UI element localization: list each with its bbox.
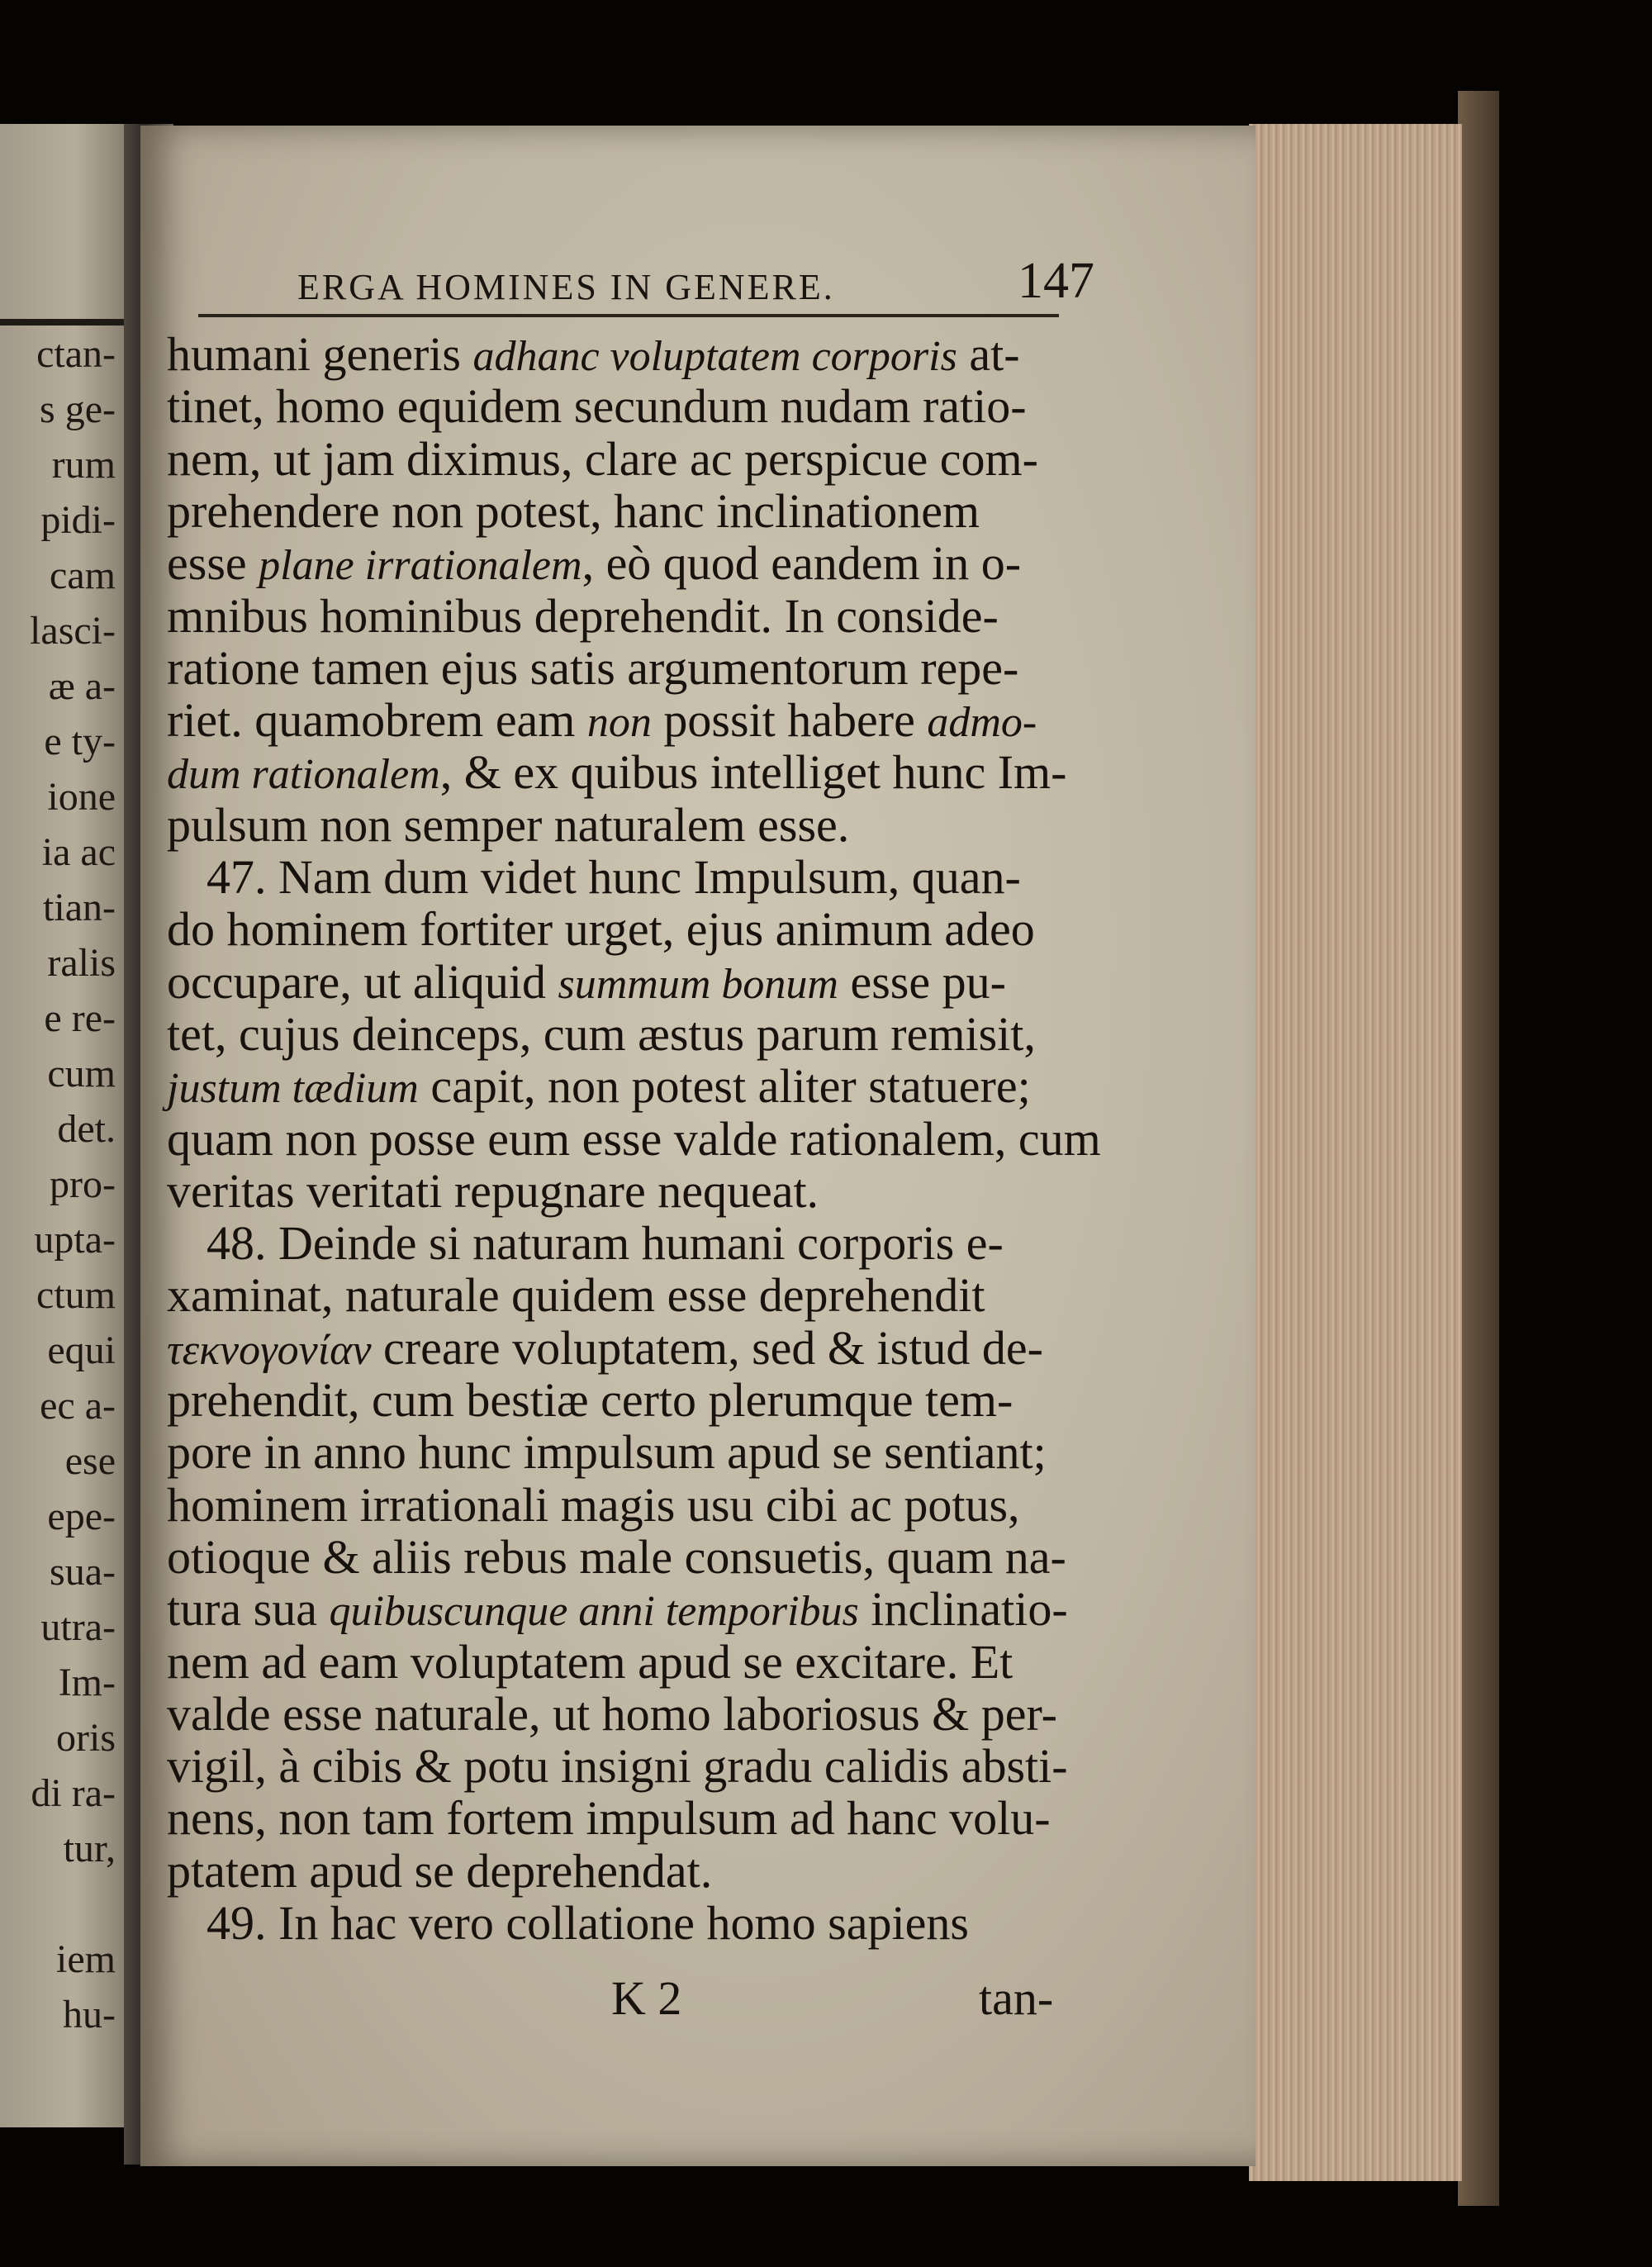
text-line: tinet, homo equidem secundum nudam ratio- <box>167 379 1027 434</box>
text-line: humani generis adhanc voluptatem corporis at- <box>167 327 1020 381</box>
text-line: dum rationalem, & ex quibus intelliget hunc Im- <box>167 745 1067 800</box>
facing-page-fragment: e ty- <box>44 720 116 763</box>
running-title: ERGA HOMINES IN GENERE. <box>297 267 835 307</box>
text-line: veritas veritati repugnare nequeat. <box>167 1163 819 1218</box>
facing-page-fragment: ione <box>47 775 116 819</box>
text-line: tet, cujus deinceps, cum æstus parum remisit, <box>167 1006 1036 1061</box>
text-line: nem ad eam voluptatem apud se excitare. Et <box>167 1634 1014 1689</box>
facing-page-fragment: det. <box>57 1107 116 1151</box>
facing-page-fragment: epe- <box>47 1495 116 1538</box>
text-line: 47. Nam dum videt hunc Impulsum, quan- <box>206 850 1021 904</box>
text-line: pulsum non semper naturalem esse. <box>167 797 850 852</box>
facing-page-fragment: iem <box>56 1937 116 1981</box>
text-line: 48. Deinde si naturam humani corporis e- <box>206 1216 1004 1271</box>
facing-page-fragment: æ a- <box>48 664 116 708</box>
text-line: vigil, à cibis & potu insigni gradu calidis absti- <box>167 1739 1068 1794</box>
text-line: justum tædium capit, non potest aliter statuere; <box>167 1059 1031 1114</box>
facing-page-fragment: tur, <box>63 1827 116 1870</box>
text-line: valde esse naturale, ut homo laboriosus & per- <box>167 1686 1057 1741</box>
text-line: occupare, ut aliquid summum bonum esse pu- <box>167 954 1006 1009</box>
text-line: mnibus hominibus deprehendit. In conside- <box>167 588 999 643</box>
text-line: hominem irrationali magis usu cibi ac potus, <box>167 1477 1020 1532</box>
facing-page-fragment: s ge- <box>40 387 116 431</box>
facing-page-fragment: ec a- <box>40 1384 116 1428</box>
facing-page-fragment: utra- <box>40 1605 116 1649</box>
facing-page-fragment: pidi- <box>40 498 116 542</box>
facing-page-fragment: oris <box>56 1716 116 1760</box>
text-line: τεκνογονίαν creare voluptatem, sed & istud de- <box>167 1320 1043 1375</box>
facing-page-fragment: tian- <box>43 886 116 929</box>
header-rule <box>198 314 1059 317</box>
text-line: pore in anno hunc impulsum apud se sentiant; <box>167 1425 1047 1480</box>
facing-page-fragment: rum <box>51 443 116 487</box>
text-line: tura sua quibuscunque anni temporibus inclinatio- <box>167 1582 1068 1637</box>
text-line: ratione tamen ejus satis argumentorum repe- <box>167 640 1019 695</box>
page-number: 147 <box>1018 253 1094 309</box>
text-line: prehendere non potest, hanc inclinationem <box>167 483 980 538</box>
text-line: nem, ut jam diximus, clare ac perspicue com- <box>167 431 1038 486</box>
facing-page-fragment: Im- <box>58 1661 116 1704</box>
text-line: xaminat, naturale quidem esse deprehendit <box>167 1268 985 1323</box>
facing-page-fragment: cum <box>47 1052 116 1095</box>
facing-page-fragment: ese <box>64 1439 116 1483</box>
text-line: 49. In hac vero collatione homo sapiens <box>206 1896 969 1950</box>
page-fore-edge <box>1249 124 1462 2181</box>
facing-page-fragment: ctan- <box>36 332 116 376</box>
text-line: do hominem fortiter urget, ejus animum adeo <box>167 902 1035 957</box>
text-line: nens, non tam fortem impulsum ad hanc volu- <box>167 1791 1051 1846</box>
facing-page-fragment: pro- <box>50 1162 116 1206</box>
text-line: otioque & aliis rebus male consuetis, quam na- <box>167 1529 1066 1584</box>
facing-page-fragment: lasci- <box>30 609 116 653</box>
facing-page-fragment: ctum <box>36 1273 116 1317</box>
book-cover-edge <box>1458 91 1499 2206</box>
text-line: riet. quamobrem eam non possit habere admo- <box>167 693 1037 748</box>
text-line: quam non posse eum esse valde rationalem, cum <box>167 1111 1101 1166</box>
facing-page-fragment: sua- <box>50 1550 116 1594</box>
facing-page-rule <box>0 319 124 326</box>
facing-page-fragment: hu- <box>63 1993 116 2036</box>
facing-page-fragment: di ra- <box>31 1771 116 1815</box>
facing-page-fragment: equi <box>47 1328 116 1372</box>
text-line: prehendit, cum bestiæ certo plerumque tem- <box>167 1373 1014 1427</box>
facing-page-left <box>0 124 124 2127</box>
catchword: tan- <box>979 1971 1054 2025</box>
text-line: esse plane irrationalem, eò quod eandem in o- <box>167 536 1022 591</box>
facing-page-fragment: ia ac <box>41 830 116 874</box>
signature-mark: K 2 <box>611 1971 682 2025</box>
facing-page-fragment: cam <box>50 554 116 597</box>
facing-page-fragment: upta- <box>34 1218 116 1262</box>
facing-page-fragment: e re- <box>44 996 116 1040</box>
facing-page-fragment: ralis <box>47 941 116 985</box>
text-line: ptatem apud se deprehendat. <box>167 1843 713 1898</box>
